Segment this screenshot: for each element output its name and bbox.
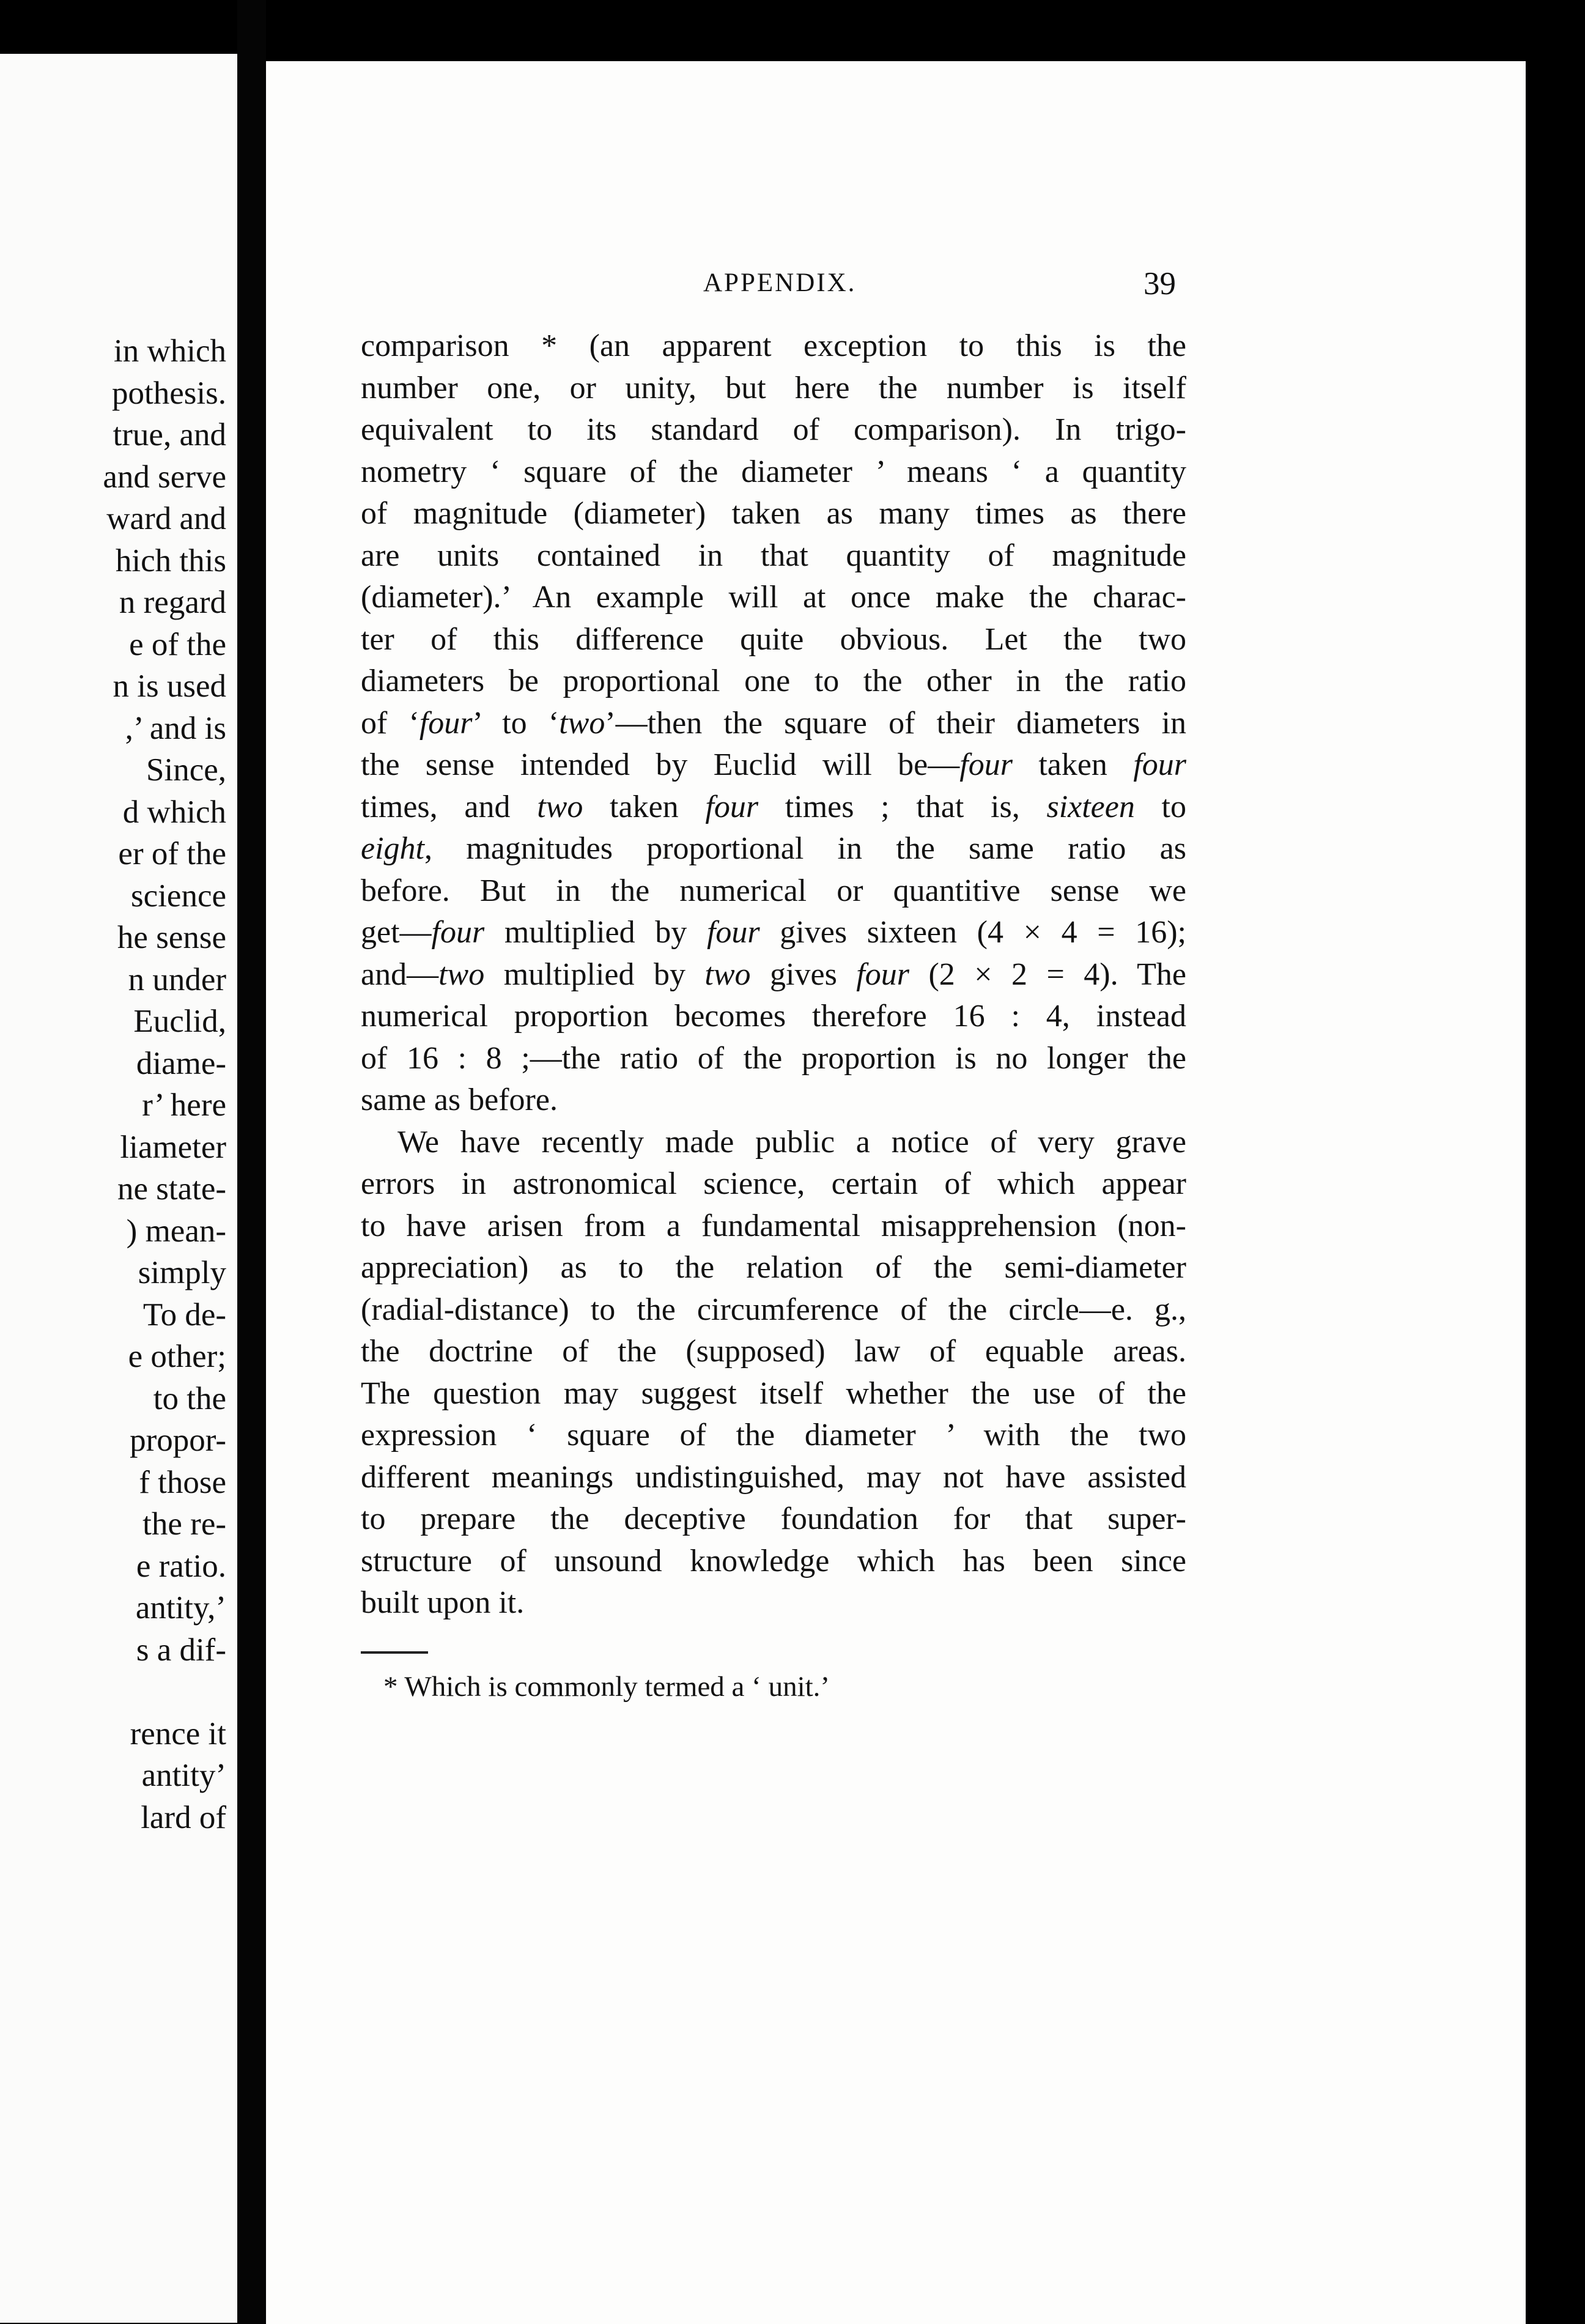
paragraph-2 (361, 1122, 1186, 1624)
text-line: before. But in the numerical or quantitive sense we (361, 873, 1186, 908)
text-line: different meanings undistinguished, may not have assisted (361, 1459, 1186, 1495)
left-page-line: lard of (141, 1799, 226, 1835)
left-page-line: r’ here (142, 1087, 226, 1123)
text-line (361, 954, 1186, 996)
text-line: (radial-distance) to the circumference of the circle—e. g., (361, 1292, 1186, 1327)
italic-word: four (856, 957, 909, 992)
text-line: structure of unsound knowledge which has been since (361, 1543, 1186, 1578)
footnote: * Which is commonly termed a ‘ unit.’ (383, 1671, 830, 1703)
text-line: of magnitude (diameter) taken as many times as there (361, 496, 1186, 531)
text-run: taken (1012, 747, 1134, 782)
running-head: APPENDIX. (703, 268, 857, 297)
body-text (361, 325, 1186, 1624)
left-page-line: antity’ (141, 1758, 226, 1793)
text-run: times, and (361, 789, 538, 824)
left-page-line: To de- (142, 1297, 226, 1333)
italic-word: two (704, 957, 751, 992)
text-run: the sense intended by Euclid will be— (361, 747, 960, 782)
left-page-line: er of the (118, 836, 226, 871)
left-page-line: and serve (103, 459, 226, 495)
left-page-line: n regard (119, 585, 226, 620)
left-page-line: the re- (142, 1506, 226, 1542)
italic-word: two (537, 789, 583, 824)
text-line: same as before. (361, 1082, 558, 1117)
text-line: numerical proportion becomes therefore 16 : 4, instead (361, 999, 1186, 1034)
left-page-line: ward and (106, 501, 226, 536)
left-page-line: to the (153, 1380, 226, 1416)
text-line: are units contained in that quantity of magnitude (361, 538, 1186, 573)
italic-word: two (438, 957, 485, 992)
left-page-line: e of the (129, 626, 226, 662)
text-line (361, 703, 1186, 745)
text-line: the doctrine of the (supposed) law of equable areas. (361, 1334, 1186, 1369)
text-run: to (1134, 789, 1186, 824)
text-run: (2 × 2 = 4). The (909, 957, 1186, 992)
text-line: ter of this difference quite obvious. Let the two (361, 621, 1186, 657)
right-page (266, 61, 1526, 2324)
italic-word: four (706, 915, 760, 950)
left-page-line: n under (128, 961, 226, 997)
left-page-line: f those (139, 1464, 226, 1500)
italic-word: four (705, 789, 759, 824)
text-run: multiplied by (484, 915, 707, 950)
text-run: gives (750, 957, 857, 992)
left-page-line: simply (138, 1255, 226, 1290)
text-line: We have recently made public a notice of very grave (397, 1124, 1186, 1160)
text-run: multiplied by (484, 957, 705, 992)
left-page-fragment (0, 54, 237, 2323)
left-page-line: ) mean- (126, 1213, 226, 1249)
text-line: number one, or unity, but here the number is itself (361, 370, 1186, 405)
text-line: equivalent to its standard of comparison). In trigo- (361, 412, 1186, 447)
text-line: diameters be proportional one to the other in the ratio (361, 664, 1186, 698)
left-page-line: pothesis. (112, 375, 226, 411)
text-run: ’—then the square of their diameters in (605, 705, 1186, 741)
text-line: errors in astronomical science, certain of which appear (361, 1166, 1186, 1201)
text-line: (diameter).’ An example will at once make the charac- (361, 580, 1186, 615)
italic-word: sixteen (1046, 789, 1135, 824)
left-page-line: science (131, 878, 226, 914)
page-gutter (237, 0, 266, 2324)
text-run: times ; that is, (758, 789, 1047, 824)
paragraph-1 (361, 325, 1186, 1122)
italic-word: four (431, 915, 485, 950)
left-page-line: rence it (130, 1715, 226, 1752)
text-run: gives sixteen (4 × 4 = 16); (759, 915, 1186, 950)
left-page-line: ne state- (117, 1171, 226, 1207)
text-run: of ‘ (361, 705, 419, 741)
left-page-line: liameter (120, 1129, 226, 1165)
text-line: built upon it. (361, 1585, 525, 1620)
text-line: of 16 : 8 ;—the ratio of the proportion is no longer the (361, 1040, 1186, 1076)
text-line: appreciation) as to the relation of the semi-diameter (361, 1250, 1186, 1285)
italic-word: four (1133, 747, 1187, 782)
italic-word: two (559, 705, 605, 741)
text-line: comparison * (an apparent exception to this is the (361, 328, 1186, 363)
page-number: 39 (1143, 266, 1176, 302)
text-line (361, 828, 1186, 870)
text-run: , magnitudes proportional in the same ratio as (424, 831, 1186, 866)
text-run: taken (583, 789, 706, 824)
text-line (361, 786, 1186, 829)
left-page-line: e other; (128, 1339, 226, 1374)
text-line: to prepare the deceptive foundation for that super- (361, 1501, 1186, 1536)
left-page-line: e ratio. (136, 1548, 226, 1584)
left-page-line: n is used (113, 668, 226, 704)
italic-word: four (419, 705, 473, 741)
left-page-line: propor- (130, 1423, 226, 1458)
left-page-line: s a dif- (136, 1632, 226, 1668)
footnote-rule (361, 1651, 428, 1654)
left-page-line: Since, (146, 752, 226, 788)
text-line: to have arisen from a fundamental misapprehension (non- (361, 1208, 1186, 1243)
text-run: and— (361, 957, 439, 992)
left-page-line: hich this (115, 542, 226, 579)
left-page-line: ,’ and is (125, 710, 226, 746)
left-page-line: d which (122, 794, 226, 830)
left-page-line: true, and (113, 417, 226, 453)
text-line: nometry ‘ square of the diameter ’ means ‘ a quantity (361, 454, 1186, 489)
left-page-line: antity,’ (135, 1590, 226, 1626)
italic-word: eight (361, 831, 424, 866)
text-run: ’ to ‘ (472, 705, 560, 741)
left-page-line: he sense (117, 920, 226, 955)
text-line: The question may suggest itself whether the use of the (361, 1375, 1186, 1411)
left-page-line: diame- (136, 1045, 226, 1081)
text-line: expression ‘ square of the diameter ’ with the two (361, 1418, 1186, 1452)
italic-word: four (959, 747, 1013, 782)
left-page-line: in which (114, 333, 226, 369)
text-line (361, 744, 1186, 786)
left-page-line: Euclid, (133, 1004, 226, 1039)
text-run: get— (361, 915, 432, 950)
text-line (361, 912, 1186, 954)
